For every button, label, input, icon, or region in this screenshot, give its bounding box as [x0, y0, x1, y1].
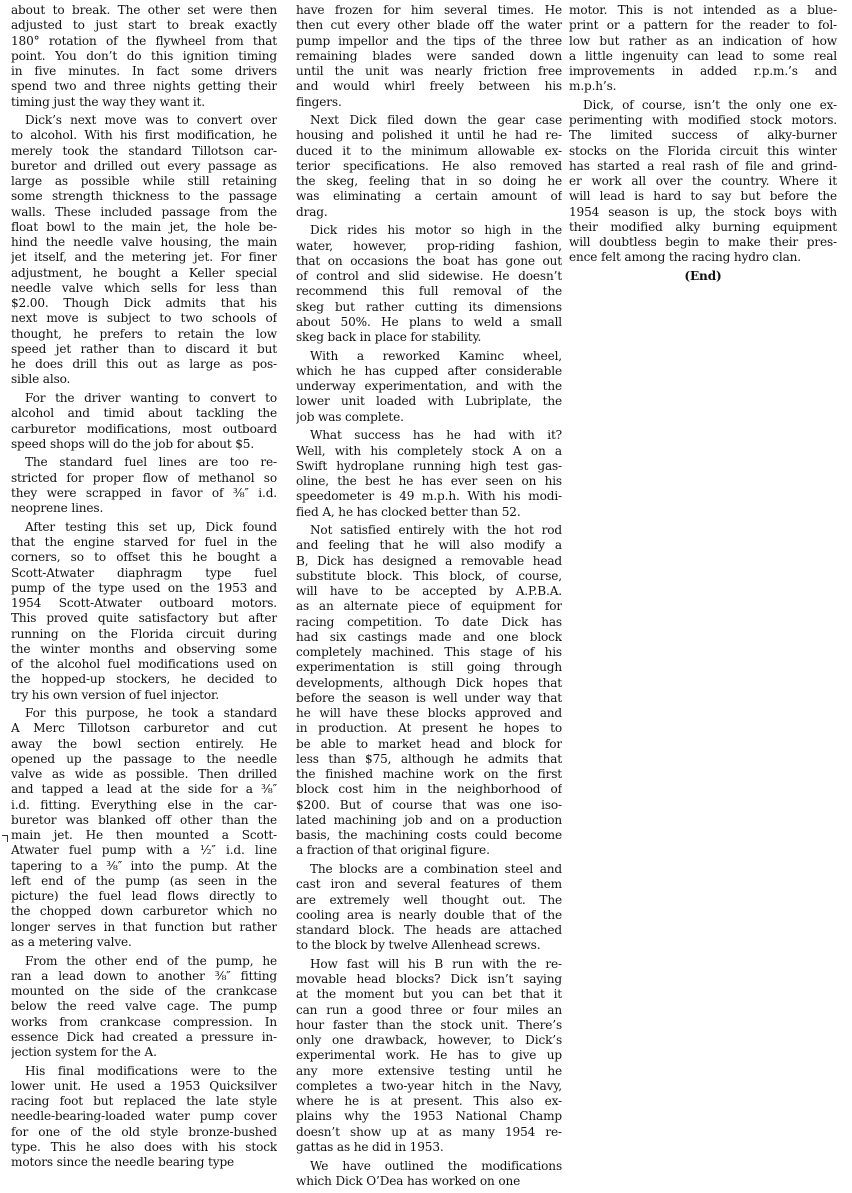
text-line: skeg but rather cutting its dimensions: [296, 299, 562, 314]
text-line: For this purpose, he took a standard: [25, 706, 277, 721]
paragraph: [296, 3, 562, 110]
text-line: racing competition. To date Dick has: [296, 614, 562, 629]
text-line: hour faster than the stock unit. There’s: [296, 1017, 562, 1032]
text-line: experimentation is still going through: [296, 660, 562, 675]
text-line: Swift hydroplane running high test gas-: [296, 458, 562, 473]
text-line: lated machining job and on a production: [296, 812, 562, 827]
paragraph: [296, 1159, 562, 1190]
text-line: large as possible while still retaining: [11, 174, 277, 189]
text-line: 1954 Scott-Atwater outboard motors.: [11, 596, 277, 611]
text-line: print or a pattern for the reader to fol-: [569, 18, 837, 33]
text-line: terior specifications. He also removed: [296, 158, 562, 173]
paragraph: [11, 3, 277, 110]
text-line: speed shops will do the job for about $5.: [11, 436, 255, 451]
text-line: perimenting with modified stock motors.: [569, 113, 837, 128]
text-line: completes a two-year hitch in the Navy,: [296, 1078, 562, 1093]
text-line: running on the Florida circuit during: [11, 626, 277, 641]
text-line: Scott-Atwater diaphragm type fuel: [11, 565, 277, 580]
text-line: Well, with his completely stock A on a: [296, 443, 562, 458]
text-line: will have to be accepted by A.P.B.A.: [296, 584, 562, 599]
text-line: standard block. The heads are attached: [296, 923, 562, 938]
text-line: housing and polished it until he had re-: [296, 128, 562, 143]
text-line: duced it to the minimum allowable ex-: [296, 143, 562, 158]
text-line: doesn’t show up at as many 1954 re-: [296, 1124, 562, 1139]
text-line: needle-bearing-loaded water pump cover: [11, 1109, 277, 1124]
text-line: and would whirl freely between his: [296, 79, 562, 94]
text-line: to the block by twelve Allenhead screws.: [296, 938, 541, 953]
text-line: merely took the standard Tillotson car-: [11, 143, 277, 158]
text-line: A Merc Tillotson carburetor and cut: [11, 721, 277, 736]
text-line: low but rather as an indication of how: [569, 33, 837, 48]
text-line: and feeling that he will also modify a: [296, 538, 562, 553]
paragraph: [296, 349, 562, 425]
text-line: timing just the way they want it.: [11, 94, 205, 109]
text-line: the hopped-up stockers, he decided to: [11, 672, 277, 687]
text-line: which he has cupped after considerable: [296, 363, 562, 378]
text-line: With a reworked Kaminc wheel,: [310, 348, 562, 363]
text-line: about to break. The other set were then: [11, 3, 277, 17]
text-line: cooling area is nearly double that of the: [296, 907, 562, 922]
article-column-1: [11, 3, 277, 1174]
paragraph: [569, 3, 837, 95]
text-line: he does drill this out as large as pos-: [11, 357, 277, 372]
text-line: a little ingenuity can lead to some real: [569, 48, 837, 63]
text-line: i.d. fitting. Everything else in the car-: [11, 797, 277, 812]
text-line: about 50%. He plans to weld a small: [296, 314, 562, 329]
text-line: the finished machine work on the first: [296, 767, 562, 782]
paragraph: [296, 428, 562, 520]
text-line: This proved quite satisfactory but after: [11, 611, 277, 626]
text-line: away the bowl section entirely. He: [11, 736, 277, 751]
text-line: the chopped down carburetor which no: [11, 904, 277, 919]
text-line: opened up the passage to the needle: [11, 751, 277, 766]
text-line: speedometer is 49 m.p.h. With his modi-: [296, 489, 562, 504]
text-line: mounted on the side of the crankcase: [11, 984, 277, 999]
text-line: pump of the type used on the 1953 and: [11, 580, 277, 595]
text-line: Not satisfied entirely with the hot rod: [310, 523, 562, 538]
text-line: can run a good three or four miles an: [296, 1002, 562, 1017]
text-line: For the driver wanting to convert to: [25, 391, 277, 406]
text-line: they were scrapped in favor of ⅜″ i.d.: [11, 485, 277, 500]
text-line: spend two and three nights getting their: [11, 79, 277, 94]
text-line: and tapped a lead at the side for a ⅜″: [11, 782, 277, 797]
text-line: the skeg, feeling that in so doing he: [296, 174, 562, 189]
text-line: he will have these blocks approved and: [296, 706, 562, 721]
text-line: 180° rotation of the flywheel from that: [11, 33, 277, 48]
text-line: The blocks are a combination steel and: [310, 862, 562, 877]
text-line: fingers.: [296, 94, 342, 109]
text-line: motors since the needle bearing type: [11, 1155, 235, 1170]
text-line: in five minutes. In fact some drivers: [11, 64, 277, 78]
text-line: speed jet rather than to discard it but: [11, 341, 277, 356]
text-line: their modified alky burning equipment: [569, 219, 837, 234]
text-line: have frozen for him several times. He: [296, 3, 562, 17]
text-line: as an alternate piece of equipment for: [296, 599, 562, 614]
text-line: a fraction of that original figure.: [296, 843, 490, 858]
text-line: lower unit. He used a 1953 Quicksilver: [11, 1078, 277, 1093]
text-line: float bowl to the main jet, the hole be-: [11, 219, 277, 234]
text-line: improvements in added r.p.m.’s and: [569, 64, 837, 78]
text-line: adjusted to just start to break exactly: [11, 18, 277, 33]
text-line: underway experimentation, and with the: [296, 379, 562, 394]
text-line: buretor was blanked off other than the: [11, 812, 277, 827]
text-line: completely machined. This stage of his: [296, 645, 562, 660]
text-line: before the season is well under way that: [296, 690, 562, 705]
text-line: ran a lead down to another ⅜″ fitting: [11, 968, 277, 983]
text-line: point. You don’t do this ignition timing: [11, 48, 277, 63]
paragraph: [11, 113, 277, 388]
text-line: $2.00. Though Dick admits that his: [11, 296, 277, 311]
text-line: essence Dick had created a pressure in-: [11, 1029, 277, 1044]
text-line: oline, the best he has ever seen on his: [296, 474, 562, 489]
text-line: gattas as he did in 1953.: [296, 1139, 444, 1154]
text-line: next move is subject to two schools of: [11, 311, 277, 326]
text-line: that on occasions the boat has gone out: [296, 253, 562, 268]
text-line: Next Dick filed down the gear case: [310, 113, 562, 128]
margin-mark: [2, 835, 8, 842]
text-line: experimental work. He has to give up: [296, 1048, 562, 1063]
text-line: longer serves in that function but rather: [11, 919, 277, 934]
text-line: neoprene lines.: [11, 501, 104, 516]
end-mark: (End): [684, 269, 722, 284]
text-line: substitute block. This block, of course,: [296, 568, 562, 583]
text-line: in production. At present he hopes to: [296, 721, 562, 736]
text-line: tapering to a ⅜″ into the pump. At the: [11, 858, 277, 873]
text-line: corners, so to offset this he bought a: [11, 550, 277, 565]
text-line: sible also.: [11, 372, 71, 387]
text-line: try his own version of fuel injector.: [11, 687, 220, 702]
paragraph: [296, 957, 562, 1155]
text-line: movable head blocks? Dick isn’t saying: [296, 972, 562, 987]
text-line: fied A, he has clocked better than 52.: [296, 504, 521, 519]
paragraph: [11, 954, 277, 1061]
text-line: are extremely well thought out. The: [296, 892, 562, 907]
text-line: 1954 season is up, the stock boys with: [569, 204, 837, 219]
text-line: ence felt among the racing hydro clan.: [569, 250, 801, 265]
text-line: buretor and drilled out every passage as: [11, 158, 277, 173]
text-line: How fast will his B run with the re-: [310, 956, 562, 971]
paragraph: [296, 523, 562, 859]
text-line: as a metering valve.: [11, 934, 132, 949]
text-line: cast iron and several features of them: [296, 877, 562, 892]
text-line: picture) the fuel lead flows directly to: [11, 889, 277, 904]
text-line: at the moment but you can bet that it: [296, 987, 562, 1002]
text-line: has started a real rash of file and grind-: [569, 158, 837, 173]
text-line: any more extensive testing until he: [296, 1063, 562, 1078]
text-line: recommend this full removal of the: [296, 284, 562, 299]
text-line: to alcohol. With his first modification, he: [11, 128, 277, 143]
text-line: basis, the machining costs could become: [296, 828, 562, 843]
text-line: drag.: [296, 204, 328, 219]
text-line: developments, although Dick hopes that: [296, 675, 562, 690]
paragraph: [296, 862, 562, 954]
text-line: which Dick O’Dea has worked on one: [296, 1173, 521, 1188]
paragraph: [11, 706, 277, 950]
text-line: was eliminating a certain amount of: [296, 189, 562, 204]
text-line: left end of the pump (as seen in the: [11, 873, 277, 888]
text-line: less than $75, although he admits that: [296, 751, 562, 766]
text-line: stocks on the Florida circuit this winter: [569, 143, 837, 158]
text-line: below the reed valve cage. The pump: [11, 999, 277, 1014]
text-line: for one of the old style bronze-bushed: [11, 1124, 277, 1139]
text-line: block cost him in the neighborhood of: [296, 782, 562, 797]
text-line: jet itself, and the metering jet. For finer: [11, 250, 277, 265]
text-line: $200. But of course that was one iso-: [296, 797, 562, 812]
text-line: some strength thickness to the passage: [11, 189, 277, 204]
text-line: remaining blades were sanded down: [296, 48, 562, 63]
text-line: will doubtless begin to make their pres-: [569, 235, 837, 250]
text-line: water, however, prop-riding fashion,: [296, 238, 562, 253]
text-line: job was complete.: [296, 409, 404, 424]
text-line: will lead is hard to say but before the: [569, 189, 837, 204]
paragraph: [569, 98, 837, 266]
text-line: be able to market head and block for: [296, 736, 562, 751]
article-column-2: [296, 3, 562, 1193]
text-line: only one drawback, however, to Dick’s: [296, 1033, 562, 1048]
paragraph: [296, 223, 562, 345]
text-line: adjustment, he bought a Keller special: [11, 265, 277, 280]
text-line: Dick rides his motor so high in the: [310, 223, 562, 238]
paragraph: [296, 113, 562, 220]
text-line: B, Dick has designed a removable head: [296, 553, 562, 568]
text-line: His final modifications were to the: [25, 1063, 277, 1078]
text-line: the winter months and observing some: [11, 641, 277, 656]
text-line: pump impellor and the tips of the three: [296, 33, 562, 48]
text-line: hind the needle valve housing, the main: [11, 235, 277, 250]
text-line: thought, he prefers to retain the low: [11, 326, 277, 341]
text-line: had six castings made and one block: [296, 629, 562, 644]
text-line: Dick’s next move was to convert over: [25, 113, 277, 128]
text-line: Atwater fuel pump with a ½″ i.d. line: [11, 843, 277, 858]
paragraph: [11, 520, 277, 703]
text-line: motor. This is not intended as a blue-: [569, 3, 837, 17]
text-line: valve as wide as possible. Then drilled: [11, 767, 277, 782]
text-line: main jet. He then mounted a Scott-: [11, 828, 277, 843]
text-line: then cut every other blade off the water: [296, 18, 562, 33]
article-column-3: [569, 3, 837, 284]
text-line: racing foot but replaced the late style: [11, 1094, 277, 1109]
text-line: er work all over the country. Where it: [569, 174, 837, 189]
text-line: alcohol and timid about tackling the: [11, 406, 277, 421]
text-line: stricted for proper flow of methanol so: [11, 470, 277, 485]
text-line: carburetor modifications, most outboard: [11, 421, 277, 436]
paragraph: [11, 455, 277, 516]
text-line: After testing this set up, Dick found: [25, 519, 277, 534]
text-line: where he is at present. This also ex-: [296, 1094, 562, 1109]
text-line: until the unit was nearly friction free: [296, 64, 562, 78]
text-line: walls. These included passage from the: [11, 204, 277, 219]
text-line: jection system for the A.: [11, 1045, 157, 1060]
text-line: What success has he had with it?: [310, 428, 562, 443]
text-line: that the engine starved for fuel in the: [11, 535, 277, 550]
text-line: From the other end of the pump, he: [25, 953, 277, 968]
text-line: The limited success of alky-burner: [569, 128, 837, 143]
text-line: skeg back in place for stability.: [296, 330, 482, 345]
paragraph: [11, 391, 277, 452]
text-line: of the alcohol fuel modifications used on: [11, 657, 277, 672]
paragraph: [11, 1064, 277, 1171]
text-line: The standard fuel lines are too re-: [25, 455, 277, 470]
text-line: We have outlined the modifications: [310, 1158, 562, 1173]
text-line: works from crankcase compression. In: [11, 1014, 277, 1029]
text-line: needle valve which sells for less than: [11, 280, 277, 295]
text-line: Dick, of course, isn’t the only one ex-: [583, 97, 837, 112]
text-line: type. This he also does with his stock: [11, 1139, 277, 1154]
text-line: lower unit loaded with Lubriplate, the: [296, 394, 562, 409]
text-line: m.p.h’s.: [569, 79, 617, 94]
text-line: of control and slid sidewise. He doesn’t: [296, 269, 562, 284]
text-line: plains why the 1953 National Champ: [296, 1109, 562, 1124]
